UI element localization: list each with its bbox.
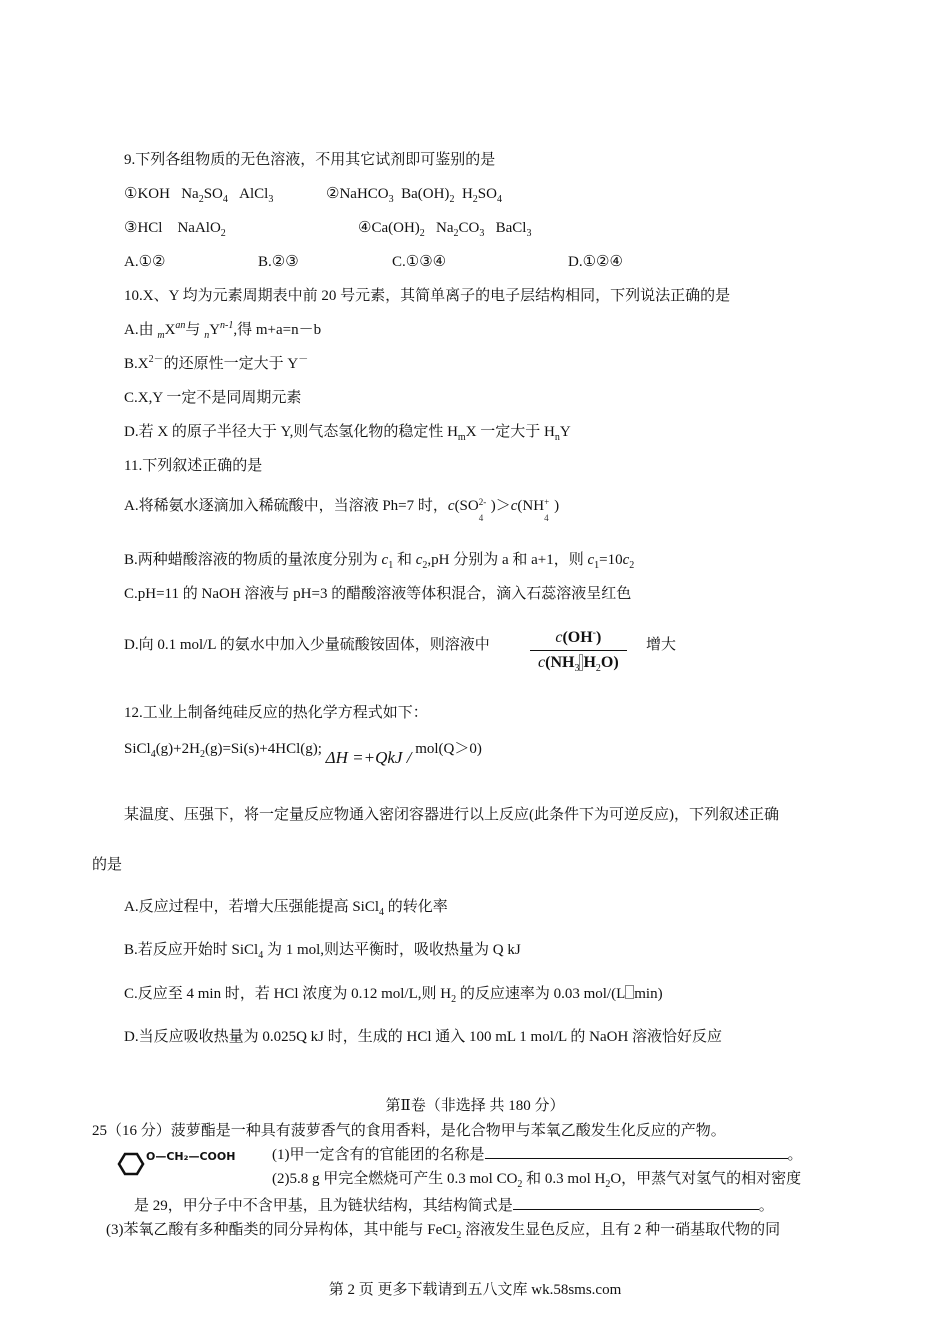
answer-blank-1[interactable] <box>485 1144 788 1159</box>
q9-option-c: C.①③④ <box>392 254 447 270</box>
q9-group1: ①KOH $Na_2SO_4$ AlCl$_3$ <box>124 186 274 205</box>
q11-d-fraction <box>530 626 627 675</box>
dot-box <box>625 985 634 999</box>
q12-option-b: B.若反应开始时 SiCl$_4$ 为 1 mol,则达平衡时，吸收热量为 Q kJ <box>124 942 521 961</box>
q9-stem: 9.下列各组物质的无色溶液，不用其它试剂即可鉴别的是 <box>124 152 496 168</box>
q11-option-d-text: D.向 0.1 mol/L 的氨水中加入少量硫酸铵固体，则溶液中 <box>124 637 490 653</box>
q12-option-c: C.反应至 4 min 时，若 HCl 浓度为 0.12 mol/L,则 $H_2$ 的反应速率为 0.03 mol/(L min) <box>124 986 663 1005</box>
benzene-ring <box>119 1154 143 1174</box>
q9-option-a: A.①② <box>124 254 166 270</box>
q9-group2: ②NaHCO$_3$ $Ba(OH)_2$ $H_2SO_4$ <box>326 186 502 205</box>
q12-option-a: A.反应过程中，若增大压强能提高 SiCl$_4$ 的转化率 <box>124 899 448 918</box>
structure-formula: O—CH₂—COOH <box>146 1150 236 1163</box>
q25-part1: (1)甲一定含有的官能团的名称是 。 <box>272 1144 803 1165</box>
q9-group3: ③HCl NaAlO$_2$ <box>124 220 226 239</box>
q25-stem: 25（16 分）菠萝酯是一种具有菠萝香气的食用香料，是化合物甲与苯氧乙酸发生化反应的产物。 <box>92 1123 726 1139</box>
q11-stem: 11.下列叙述正确的是 <box>124 458 263 474</box>
q25-part2-cont: 是 29，甲分子中不含甲基，且为链状结构，其结构简式是 。 <box>134 1195 774 1216</box>
q12-stem: 12.工业上制备纯硅反应的热化学方程式如下： <box>124 705 428 721</box>
q11-option-c: C.pH=11 的 NaOH 溶液与 pH=3 的醋酸溶液等体积混合，滴入石蕊溶液呈红色 <box>124 586 632 602</box>
q10-option-c: C.X,Y 一定不是同周期元素 <box>124 390 302 406</box>
q10-option-d: D.若 X 的原子半径大于 Y,则气态氢化物的稳定性 $H_mX$ 一定大于 $H_nY$ <box>124 424 571 443</box>
q25-part3: (3)苯氧乙酸有多种酯类的同分异构体，其中能与 FeCl$_2$ 溶液发生显色反应，且有 2 种一硝基取代物的同 <box>106 1222 781 1241</box>
phenoxyacetic-acid-structure <box>115 1148 265 1180</box>
q12-option-d: D.当反应吸收热量为 0.025Q kJ 时，生成的 HCl 通入 100 mL 1 mol/L 的 NaOH 溶液恰好反应 <box>124 1029 723 1045</box>
q11-option-b: B.两种蜡酸溶液的物质的量浓度分别为 $c_1$ 和 $c_2,pH$ 分别为 a 和 a+1，则 $c_1=10c_2$ <box>124 552 635 571</box>
q9-option-b: B.②③ <box>258 254 299 270</box>
fraction-numerator: c(OH-) <box>530 626 627 651</box>
page-footer: 第 2 页 更多下载请到五八文库 wk.58sms.com <box>328 1282 622 1298</box>
part2-title: 第Ⅱ卷（非选择 共 180 分） <box>385 1098 565 1114</box>
q12-equation: $SiCl_4(g)+2H_2(g)=Si(s)+4HCl(g)$; ΔH =+QkJ / mol(Q＞0) <box>124 741 482 767</box>
q25-part2: (2)5.8 g 甲完全燃烧可产生 0.3 mol $CO_2$ 和 0.3 mol $H_2O$，甲蒸气对氢气的相对密度 <box>272 1171 802 1190</box>
q10-option-b: $B.X^{2-}$的还原性一定大于 Y－ <box>124 354 309 372</box>
q11-option-d-suffix: 增大 <box>646 637 677 653</box>
q9-option-d: D.①②④ <box>568 254 623 270</box>
q10-stem: 10.X、Y 均为元素周期表中前 20 号元素，其简单离子的电子层结构相同，下列说法正确的是 <box>124 288 731 304</box>
q9-group4: $④Ca(OH)_2$ $Na_2CO_3$ BaCl$_3$ <box>358 220 532 239</box>
q12-para2: 的是 <box>92 857 123 873</box>
fraction-denominator: $c(NH_3$ $H_2O$) <box>538 654 619 675</box>
q11-option-a: A.将稀氨水逐滴加入稀硫酸中，当溶液 Ph=7 时，c(SO 2- 4 )＞c(NH + 4 ) <box>124 497 560 523</box>
q10-option-a: A.由 $_mX^{an}$与 $_nY^{n-1}$,得 m+a=n－b <box>124 320 322 341</box>
answer-blank-2[interactable] <box>513 1195 759 1210</box>
q12-para1: 某温度、压强下，将一定量反应物通入密闭容器进行以上反应(此条件下为可逆反应)，下列叙述正确 <box>124 807 779 823</box>
